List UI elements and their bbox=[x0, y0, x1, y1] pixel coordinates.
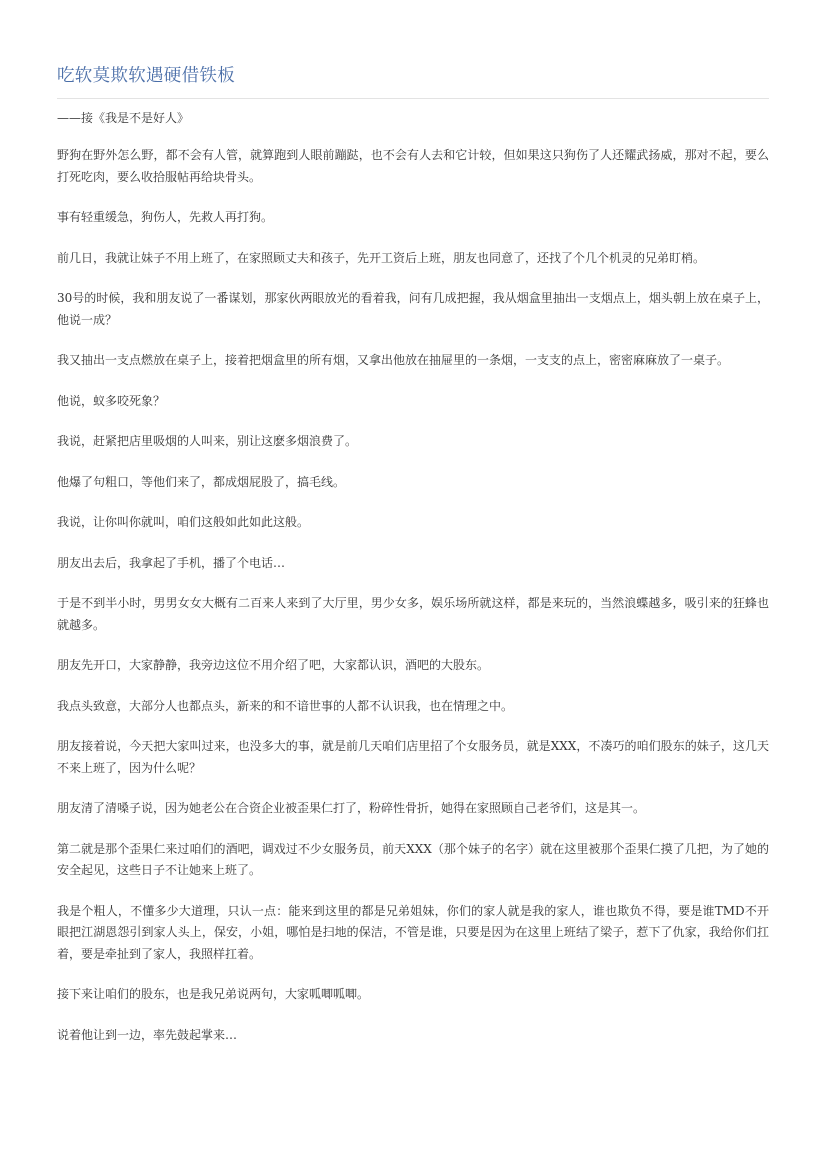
paragraph: 我是个粗人，不懂多少大道理，只认一点：能来到这里的都是兄弟姐妹，你们的家人就是我的家人，谁也欺负不得，要是谁TMD不开眼把江湖恩怨引到家人头上，保安，小姐，哪怕是扫地的保洁，不管是谁，只要是因为在这里上班结了梁子，惹下了仇家，我给你们扛着，要是牵扯到了家人，我照样扛着。 bbox=[57, 903, 769, 961]
paragraph: 他爆了句粗口，等他们来了，都成烟屁股了，搞毛线。 bbox=[57, 474, 346, 489]
paragraph: 野狗在野外怎么野，都不会有人管，就算跑到人眼前蹦跶，也不会有人去和它计较，但如果这只狗伤了人还耀武扬威，那对不起，要么打死吃肉，要么收拾服帖再给块骨头。 bbox=[57, 148, 769, 184]
paragraph: 我说，赶紧把店里吸烟的人叫来，别让这麽多烟浪费了。 bbox=[57, 434, 358, 448]
article-body bbox=[57, 145, 769, 1046]
paragraph: 我说，让你叫你就叫，咱们这般如此如此这般。 bbox=[57, 515, 310, 529]
paragraph: 我点头致意，大部分人也都点头，新来的和不谙世事的人都不认识我，也在情理之中。 bbox=[57, 698, 514, 713]
paragraph: 朋友先开口，大家静静，我旁边这位不用介绍了吧，大家都认识，酒吧的大股东。 bbox=[57, 658, 490, 672]
paragraph: 我又抽出一支点燃放在桌子上，接着把烟盒里的所有烟，又拿出他放在抽屉里的一条烟，一支支的点上，密密麻麻放了一桌子。 bbox=[57, 353, 730, 367]
paragraph: 前几日，我就让妹子不用上班了，在家照顾丈夫和孩子，先开工资后上班，朋友也同意了，还找了个几个机灵的兄弟盯梢。 bbox=[57, 250, 706, 265]
title-divider bbox=[57, 98, 769, 99]
paragraph: 朋友接着说，今天把大家叫过来，也没多大的事，就是前几天咱们店里招了个女服务员，就是XXX，不凑巧的咱们股东的妹子，这几天不来上班了，因为什么呢？ bbox=[57, 739, 769, 775]
paragraph: 30号的时候，我和朋友说了一番谋划，那家伙两眼放光的看着我，问有几成把握，我从烟盒里抽出一支烟点上，烟头朝上放在桌子上，他说一成？ bbox=[57, 291, 769, 327]
paragraph: 第二就是那个歪果仁来过咱们的酒吧，调戏过不少女服务员，前天XXX（那个妹子的名字）就在这里被那个歪果仁摸了几把，为了她的安全起见，这些日子不让她来上班了。 bbox=[57, 841, 769, 877]
paragraph: 事有轻重缓急，狗伤人，先救人再打狗。 bbox=[57, 210, 274, 224]
paragraph: 接下来让咱们的股东，也是我兄弟说两句，大家呱唧呱唧。 bbox=[57, 987, 370, 1001]
article-title: 吃软莫欺软遇硬借铁板 bbox=[57, 66, 235, 86]
paragraph: 朋友清了清嗓子说，因为她老公在合资企业被歪果仁打了，粉碎性骨折，她得在家照顾自己老爷们，这是其一。 bbox=[57, 801, 646, 815]
paragraph: 朋友出去后，我拿起了手机，播了个电话… bbox=[57, 555, 286, 570]
article-subtitle: ——接《我是不是好人》 bbox=[57, 111, 190, 125]
paragraph: 他说，蚁多咬死象？ bbox=[57, 393, 166, 408]
paragraph: 说着他让到一边，率先鼓起掌来… bbox=[57, 1027, 238, 1042]
article bbox=[57, 0, 769, 1065]
paragraph: 于是不到半小时，男男女女大概有二百来人来到了大厅里，男少女多，娱乐场所就这样，都是来玩的，当然浪蝶越多，吸引来的狂蜂也就越多。 bbox=[57, 596, 769, 632]
